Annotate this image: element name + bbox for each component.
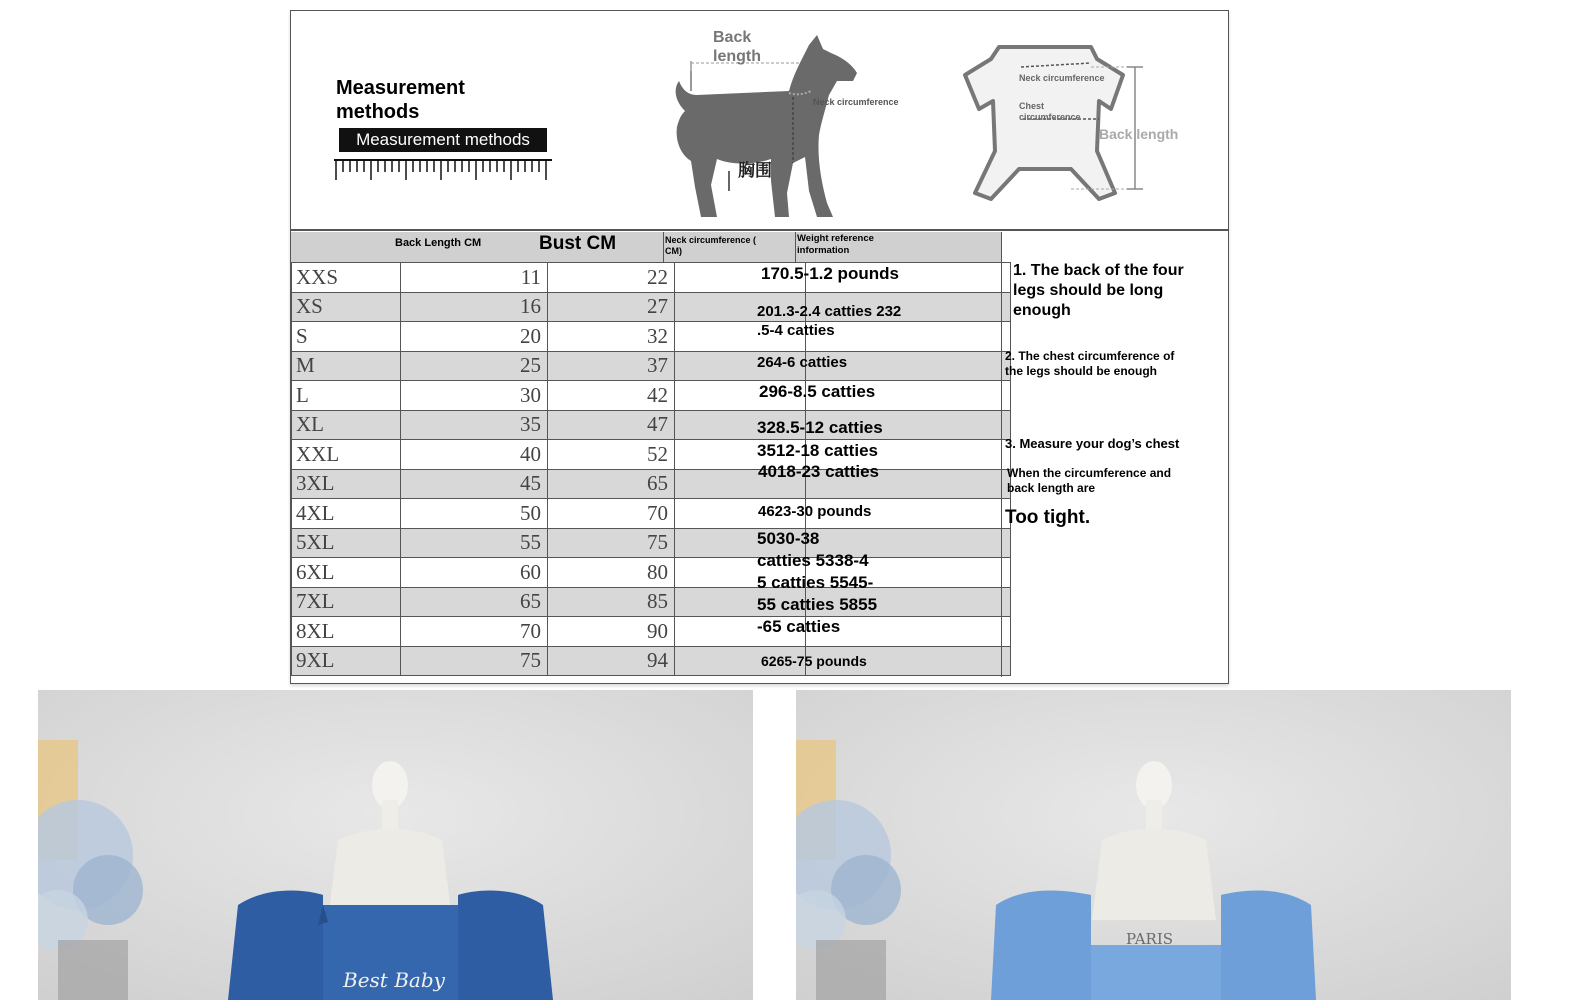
- measurement-title: Measurement methods: [336, 77, 465, 123]
- back-cell: 25: [401, 351, 548, 381]
- back-cell: 20: [401, 322, 548, 352]
- bust-cell: 42: [548, 381, 675, 411]
- weight-cell: [806, 322, 1011, 352]
- size-table: [291, 262, 1011, 676]
- bust-cell: 75: [548, 528, 675, 558]
- weight-text: 3512-18 catties: [757, 441, 878, 460]
- size-cell: 3XL: [292, 469, 401, 499]
- header-bust: Bust CM: [539, 233, 617, 254]
- bust-cell: 65: [548, 469, 675, 499]
- size-cell: XXL: [292, 440, 401, 470]
- bust-cell: 32: [548, 322, 675, 352]
- table-row: [292, 322, 1011, 352]
- weight-text: 264-6 catties: [757, 354, 848, 371]
- back-cell: 65: [401, 587, 548, 617]
- header-weight: Weight reference information: [797, 233, 874, 256]
- weight-text: 6265-75 pounds: [761, 653, 867, 669]
- table-row: [292, 528, 1011, 558]
- weight-text: 55 catties 5855: [757, 595, 878, 614]
- table-row: [292, 440, 1011, 470]
- bust-cell: 85: [548, 587, 675, 617]
- table-row: [292, 263, 1011, 293]
- light-denim-dress-image: [796, 690, 1511, 1000]
- size-cell: 6XL: [292, 558, 401, 588]
- back-cell: 40: [401, 440, 548, 470]
- size-cell: 7XL: [292, 587, 401, 617]
- table-row: [292, 646, 1011, 676]
- product-photo-light-denim: [796, 690, 1511, 1000]
- note-3: 3. Measure your dog’s chest: [1005, 436, 1180, 451]
- note-2: 2. The chest circumference of the legs should be enough: [1005, 349, 1175, 378]
- table-row: [292, 410, 1011, 440]
- bust-cell: 37: [548, 351, 675, 381]
- dress-print-text: PARIS: [1126, 930, 1174, 948]
- size-cell: 9XL: [292, 646, 401, 676]
- back-cell: 55: [401, 528, 548, 558]
- section-divider: [291, 229, 1228, 231]
- notes-column-border: [1001, 232, 1002, 677]
- bust-cell: 52: [548, 440, 675, 470]
- weight-text: 5030-38: [757, 529, 820, 548]
- back-cell: 16: [401, 292, 548, 322]
- dog-chest-label: 胸围: [738, 161, 772, 180]
- size-cell: XXS: [292, 263, 401, 293]
- dog-neck-label: Neck circumference: [811, 97, 933, 108]
- note-5: Too tight.: [1005, 507, 1091, 528]
- note-1: 1. The back of the four legs should be long enough: [1013, 262, 1184, 319]
- weight-text: 170.5-1.2 pounds: [761, 264, 899, 283]
- back-cell: 50: [401, 499, 548, 529]
- bust-cell: 94: [548, 646, 675, 676]
- shirt-neck-label: Neck circumference: [1019, 73, 1105, 83]
- back-cell: 35: [401, 410, 548, 440]
- back-cell: 75: [401, 646, 548, 676]
- size-cell: 5XL: [292, 528, 401, 558]
- weight-text: 4018-23 catties: [758, 462, 879, 481]
- measurement-banner: Measurement methods: [339, 128, 547, 152]
- header-neck: Neck circumference ( CM): [665, 235, 757, 256]
- dress-print-text: Best Baby: [343, 968, 445, 992]
- table-row: [292, 617, 1011, 647]
- weight-text: 328.5-12 catties: [757, 418, 883, 437]
- table-row: [292, 558, 1011, 588]
- back-cell: 11: [401, 263, 548, 293]
- bust-cell: 27: [548, 292, 675, 322]
- bust-cell: 22: [548, 263, 675, 293]
- shirt-back-length-label: Back length: [1099, 126, 1179, 142]
- back-cell: 45: [401, 469, 548, 499]
- table-row: [292, 469, 1011, 499]
- size-cell: M: [292, 351, 401, 381]
- bust-cell: 80: [548, 558, 675, 588]
- size-cell: 8XL: [292, 617, 401, 647]
- bust-cell: 47: [548, 410, 675, 440]
- note-4: When the circumference and back length are: [1007, 466, 1172, 495]
- table-row: [292, 351, 1011, 381]
- table-row: [292, 381, 1011, 411]
- back-cell: 30: [401, 381, 548, 411]
- weight-text: 4623-30 pounds: [758, 503, 872, 520]
- weight-text: -65 catties: [757, 617, 841, 636]
- weight-text: catties 5338-4: [757, 551, 869, 570]
- back-cell: 70: [401, 617, 548, 647]
- header-back-length: Back Length CM: [395, 237, 482, 249]
- size-cell: XS: [292, 292, 401, 322]
- dark-denim-dress-image: [38, 690, 753, 1000]
- size-cell: L: [292, 381, 401, 411]
- product-photo-dark-denim: [38, 690, 753, 1000]
- weight-text: .5-4 catties: [757, 322, 835, 339]
- table-row: [292, 292, 1011, 322]
- weight-text: 5 catties 5545-: [757, 573, 874, 592]
- table-row: [292, 587, 1011, 617]
- bust-cell: 90: [548, 617, 675, 647]
- size-cell: S: [292, 322, 401, 352]
- bust-cell: 70: [548, 499, 675, 529]
- header-divider-2: [795, 232, 796, 262]
- size-cell: XL: [292, 410, 401, 440]
- ruler-icon: [334, 158, 552, 182]
- header-divider: [663, 232, 664, 262]
- back-cell: 60: [401, 558, 548, 588]
- shirt-chest-label: Chest circumference: [1019, 101, 1081, 122]
- dog-back-length-label: Back length: [713, 29, 761, 65]
- table-row: [292, 499, 1011, 529]
- size-chart-panel: [290, 10, 1229, 684]
- weight-text: 296-8.5 catties: [759, 382, 876, 401]
- weight-text: 201.3-2.4 catties 232: [757, 303, 902, 320]
- size-cell: 4XL: [292, 499, 401, 529]
